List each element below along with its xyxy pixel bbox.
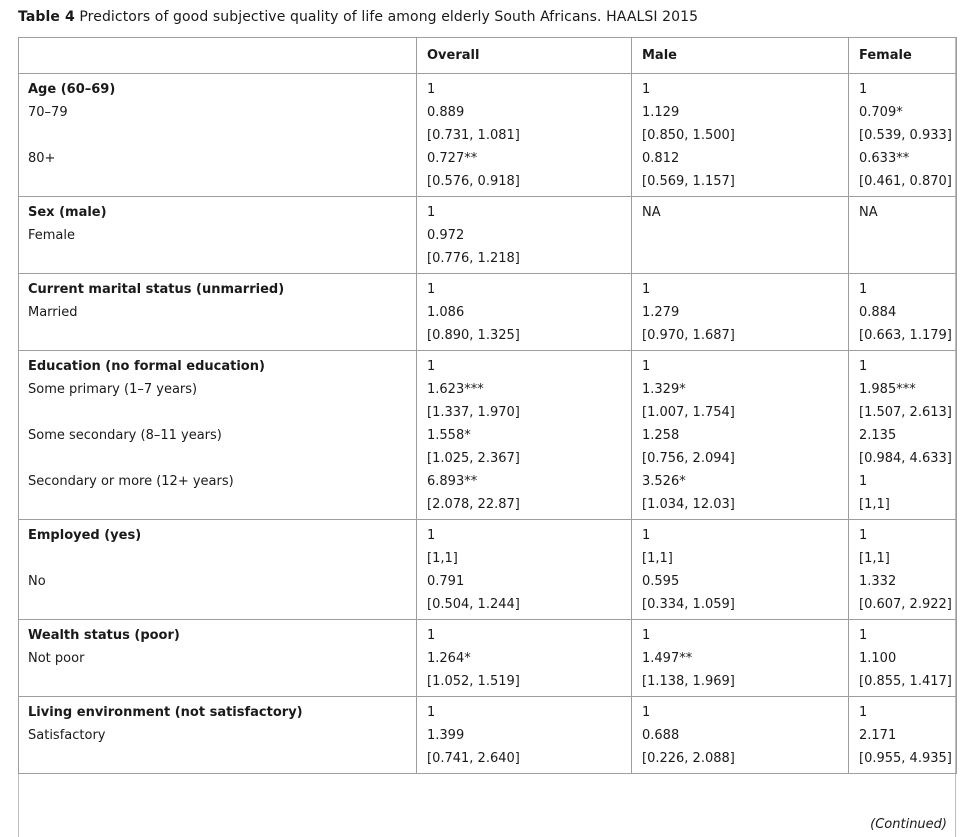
estimate-value: 2.135 [859, 428, 897, 443]
table-row [19, 351, 957, 520]
variable-cell [19, 74, 417, 197]
male-cell [632, 520, 849, 620]
category-label: Married [28, 305, 78, 320]
male-cell [632, 197, 849, 274]
estimate-value: 1 [427, 705, 436, 720]
estimate-value: NA [642, 205, 661, 220]
estimate-value: [0.226, 2.088] [642, 751, 735, 766]
category-label: Female [28, 228, 76, 243]
header-cell-female: Female [849, 38, 957, 74]
estimate-value: 0.709* [859, 105, 903, 120]
estimate-value: 1 [859, 474, 868, 489]
category-label [28, 547, 416, 570]
estimate-value: 1.399 [427, 728, 465, 743]
category-label [28, 401, 416, 424]
estimate-value: [0.855, 1.417] [859, 674, 952, 689]
estimate-value: 1 [859, 628, 868, 643]
estimate-value: 0.812 [642, 151, 680, 166]
female-cell [849, 274, 957, 351]
male-cell [632, 274, 849, 351]
male-cell [632, 351, 849, 520]
estimate-value: 1.129 [642, 105, 680, 120]
estimate-value: [0.955, 4.935] [859, 751, 952, 766]
category-label [28, 170, 416, 193]
overall-cell [417, 351, 632, 520]
variable-header: Employed (yes) [28, 528, 142, 543]
header-row [19, 38, 957, 74]
category-label: Satisfactory [28, 728, 106, 743]
table-row [19, 697, 957, 774]
estimate-value: 1 [642, 628, 651, 643]
category-label [28, 447, 416, 470]
estimate-value: [0.504, 1.244] [427, 597, 520, 612]
category-label [28, 593, 416, 616]
category-label: 70–79 [28, 105, 68, 120]
variable-cell [19, 197, 417, 274]
table-body [19, 38, 957, 774]
male-cell [632, 620, 849, 697]
variable-cell [19, 274, 417, 351]
estimate-value: 3.526* [642, 474, 686, 489]
estimate-value: [0.776, 1.218] [427, 251, 520, 266]
table-caption [18, 9, 698, 25]
estimate-value: [2.078, 22.87] [427, 497, 520, 512]
category-label [28, 747, 416, 770]
category-label: Some secondary (8–11 years) [28, 428, 222, 443]
estimate-value: 1.086 [427, 305, 465, 320]
female-cell [849, 520, 957, 620]
category-label [28, 124, 416, 147]
category-label [28, 247, 416, 270]
continued-note: (Continued) [870, 817, 947, 832]
estimate-value: [0.756, 2.094] [642, 451, 735, 466]
estimate-value: 1.100 [859, 651, 897, 666]
estimate-value: 0.791 [427, 574, 465, 589]
estimate-value: 1 [427, 359, 436, 374]
header-cell-overall: Overall [417, 38, 632, 74]
estimate-value: NA [859, 205, 878, 220]
category-label [28, 324, 416, 347]
header-cell-variable [19, 38, 417, 74]
table-number: Table 4 [18, 9, 75, 25]
female-cell [849, 74, 957, 197]
estimate-value: [0.461, 0.870] [859, 174, 952, 189]
estimate-value: 1.623*** [427, 382, 484, 397]
estimate-value: 0.884 [859, 305, 897, 320]
estimate-value: [0.576, 0.918] [427, 174, 520, 189]
estimate-value: [0.984, 4.633] [859, 451, 952, 466]
category-label [28, 493, 416, 516]
variable-header: Current marital status (unmarried) [28, 282, 285, 297]
estimate-value: 0.688 [642, 728, 680, 743]
estimate-value: 0.972 [427, 228, 465, 243]
estimate-value: 1.985*** [859, 382, 916, 397]
estimate-value [859, 224, 956, 247]
table-row [19, 274, 957, 351]
estimate-value: 1 [859, 282, 868, 297]
estimate-value: [0.569, 1.157] [642, 174, 735, 189]
estimate-value: 1 [859, 528, 868, 543]
variable-header: Sex (male) [28, 205, 107, 220]
table-row [19, 520, 957, 620]
table-row [19, 74, 957, 197]
variable-cell [19, 520, 417, 620]
estimate-value: [1.507, 2.613] [859, 405, 952, 420]
category-label: Not poor [28, 651, 85, 666]
estimate-value: 2.171 [859, 728, 897, 743]
estimate-value: 1.558* [427, 428, 471, 443]
estimate-value: 1 [642, 528, 651, 543]
variable-header: Age (60–69) [28, 82, 116, 97]
category-label: No [28, 574, 46, 589]
estimate-value: 1.332 [859, 574, 897, 589]
variable-header: Living environment (not satisfactory) [28, 705, 303, 720]
estimate-value: [0.663, 1.179] [859, 328, 952, 343]
overall-cell [417, 197, 632, 274]
estimate-value: [0.970, 1.687] [642, 328, 735, 343]
estimate-value: 1 [642, 705, 651, 720]
estimate-value: [1.052, 1.519] [427, 674, 520, 689]
estimate-value: 1.497** [642, 651, 693, 666]
estimate-value: [1.007, 1.754] [642, 405, 735, 420]
overall-cell [417, 520, 632, 620]
estimate-value: [1.034, 12.03] [642, 497, 735, 512]
estimate-value: 0.595 [642, 574, 680, 589]
estimate-value: 1 [427, 205, 436, 220]
estimate-value: [1.337, 1.970] [427, 405, 520, 420]
estimate-value [859, 247, 956, 270]
estimate-value: [0.741, 2.640] [427, 751, 520, 766]
estimate-value: 1 [642, 282, 651, 297]
estimate-value: [0.607, 2.922] [859, 597, 952, 612]
estimate-value: 1 [859, 359, 868, 374]
estimate-value [642, 247, 848, 270]
table-row [19, 197, 957, 274]
estimate-value: 1.258 [642, 428, 680, 443]
category-label: Secondary or more (12+ years) [28, 474, 234, 489]
estimate-value: [1.025, 2.367] [427, 451, 520, 466]
estimate-value: [1,1] [642, 551, 673, 566]
category-label: Some primary (1–7 years) [28, 382, 198, 397]
estimate-value: [1,1] [427, 551, 458, 566]
female-cell [849, 351, 957, 520]
estimate-value: [0.731, 1.081] [427, 128, 520, 143]
variable-cell [19, 697, 417, 774]
estimate-value: 6.893** [427, 474, 478, 489]
estimate-value: [0.850, 1.500] [642, 128, 735, 143]
category-label: 80+ [28, 151, 56, 166]
estimate-value: 1 [859, 705, 868, 720]
estimate-value: 1 [859, 82, 868, 97]
estimate-value: 1.279 [642, 305, 680, 320]
female-cell [849, 197, 957, 274]
estimate-value: 0.727** [427, 151, 478, 166]
variable-header: Wealth status (poor) [28, 628, 180, 643]
estimate-value: 1 [427, 528, 436, 543]
estimate-value: 1 [427, 628, 436, 643]
overall-cell [417, 620, 632, 697]
overall-cell [417, 74, 632, 197]
estimate-value: 1 [427, 282, 436, 297]
estimate-value: [1,1] [859, 551, 890, 566]
overall-cell [417, 697, 632, 774]
estimate-value: 1.264* [427, 651, 471, 666]
estimate-value: [0.539, 0.933] [859, 128, 952, 143]
estimate-value: 0.633** [859, 151, 910, 166]
variable-header: Education (no formal education) [28, 359, 265, 374]
female-cell [849, 620, 957, 697]
estimate-value: [0.890, 1.325] [427, 328, 520, 343]
estimate-value: 1 [427, 82, 436, 97]
estimate-value: 0.889 [427, 105, 465, 120]
variable-cell [19, 620, 417, 697]
category-label [28, 670, 416, 693]
variable-cell [19, 351, 417, 520]
estimate-value [642, 224, 848, 247]
table-title: Predictors of good subjective quality of life among elderly South Africans. HAALSI 2015 [79, 9, 699, 25]
table-row [19, 620, 957, 697]
estimate-value: [1.138, 1.969] [642, 674, 735, 689]
overall-cell [417, 274, 632, 351]
estimate-value: 1.329* [642, 382, 686, 397]
male-cell [632, 697, 849, 774]
results-table [18, 37, 957, 774]
estimate-value: [0.334, 1.059] [642, 597, 735, 612]
estimate-value: [1,1] [859, 497, 890, 512]
header-cell-male: Male [632, 38, 849, 74]
male-cell [632, 74, 849, 197]
female-cell [849, 697, 957, 774]
estimate-value: 1 [642, 82, 651, 97]
estimate-value: 1 [642, 359, 651, 374]
